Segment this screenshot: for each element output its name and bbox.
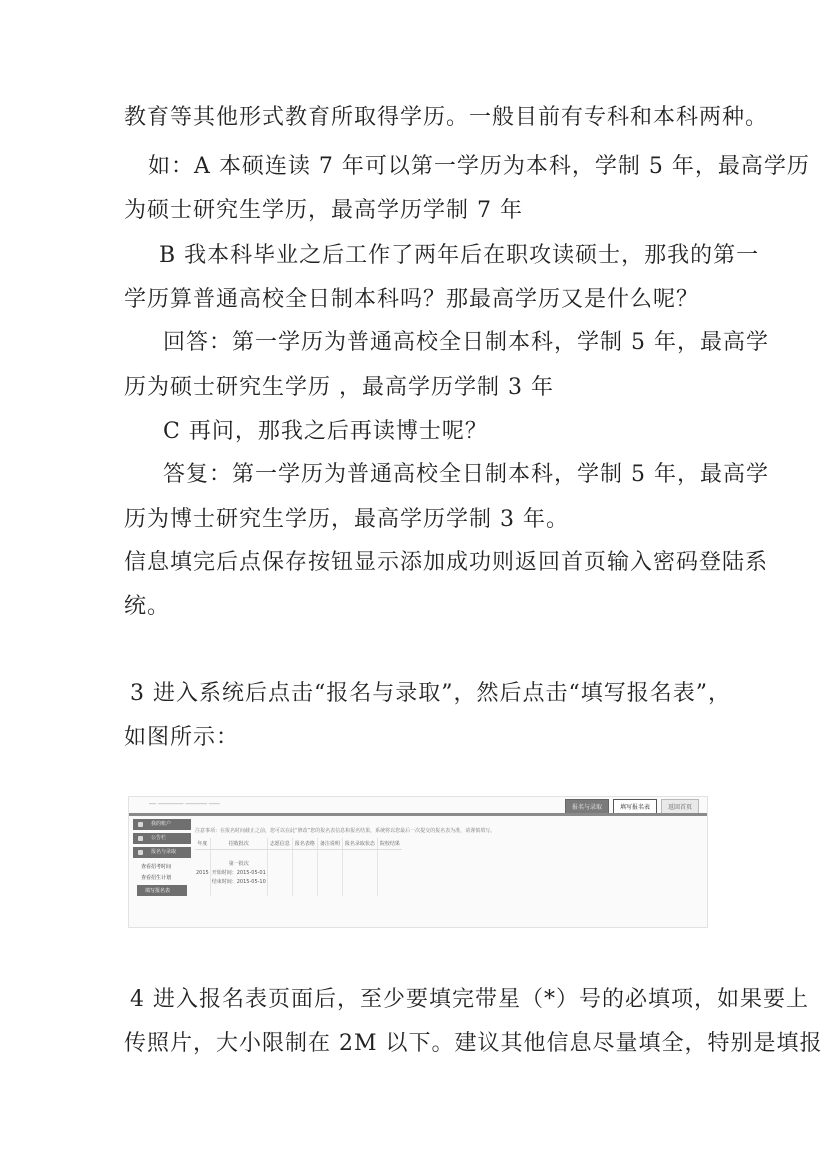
sidebar-menu (133, 819, 191, 898)
paragraph-line: C 再问，那我之后再读博士呢？ (163, 419, 488, 444)
paragraph-line: 传照片，大小限制在 2M 以下。建议其他信息尽量填全，特别是填报 (124, 1031, 823, 1056)
paragraph-line: 答复：第一学历为普通高校全日制本科，学制 5 年，最高学 (163, 462, 769, 487)
paragraph-line: 为硕士研究生学历，最高学历学制 7 年 (124, 198, 523, 223)
tab-registration-admission[interactable]: 报名与录取 (565, 799, 609, 814)
paragraph-line: 如：A 本硕连读 7 年可以第一学历为本科，学制 5 年，最高学历 (148, 154, 810, 179)
top-tab-bar (565, 799, 699, 814)
paragraph-line: 如图所示： (124, 725, 240, 750)
notice-text: 注意事项：在报名时间截止之前，您可以在此“修改”您的报名表信息和报名结果，系统将以您最后一次提交的报名表为准，请谨慎填写。 (195, 828, 496, 834)
paragraph-line: 4 进入报名表页面后，至少要填完带星（*）号的必填项，如果要上 (130, 987, 809, 1012)
table-cell (377, 850, 402, 897)
column-header: 年度 (195, 838, 210, 850)
sidebar-subitem-enrollment-plan[interactable]: 查看招生计划 (141, 875, 172, 881)
column-header: 报名表格 (292, 838, 317, 850)
table-row (195, 850, 402, 897)
batch-info-cell (210, 850, 267, 897)
paragraph-line: 历为博士研究生学历，最高学历学制 3 年。 (124, 507, 569, 532)
tab-fill-form[interactable]: 填写报名表 (613, 799, 657, 814)
paragraph-line: 信息填完后点保存按钮显示添加成功则返回首页输入密码登陆系 (124, 550, 769, 575)
column-header: 志愿信息 (267, 838, 292, 850)
sidebar-subitem-exam-time[interactable]: 查看招考时间 (141, 864, 172, 870)
batch-start-time: 开始时间：2015-05-01 (211, 869, 266, 876)
table-cell (267, 850, 292, 897)
sidebar-subitem-fill-form[interactable]: 填写报名表 (137, 885, 187, 896)
paragraph-line: B 我本科毕业之后工作了两年后在职攻读硕士，那我的第一 (159, 243, 760, 268)
paragraph-line: 历为硕士研究生学历 ，最高学历学制 3 年 (124, 375, 554, 400)
paragraph-line: 回答：第一学历为普通高校全日制本科，学制 5 年，最高学 (163, 330, 769, 355)
table-cell (342, 850, 377, 897)
column-header: 招收批次 (210, 838, 267, 850)
column-header: 院校结果 (377, 838, 402, 850)
system-brand-logo: ── ─────── ────── ─── (149, 801, 220, 808)
table-cell (317, 850, 342, 897)
registration-table (195, 838, 402, 896)
year-cell: 2015 (196, 870, 209, 876)
sidebar-item-registration[interactable]: 报名与录取 (133, 847, 191, 858)
header-divider (129, 813, 707, 816)
tab-return-home[interactable]: 返回首页 (661, 799, 699, 814)
sidebar-item-bulletin[interactable]: 公告栏 (133, 833, 191, 844)
batch-end-time: 结束时间：2015-05-10 (211, 878, 266, 885)
paragraph-line: 统。 (124, 594, 171, 619)
column-header: 备注说明 (317, 838, 342, 850)
column-header: 报名录取状态 (342, 838, 377, 850)
paragraph-line: 学历算普通高校全日制本科吗？那最高学历又是什么呢？ (124, 287, 700, 312)
paragraph-line: 3 进入系统后点击“报名与录取”，然后点击“填写报名表”， (130, 681, 731, 706)
table-header-row (195, 838, 402, 850)
batch-name: 第一批次 (228, 860, 249, 867)
table-cell (292, 850, 317, 897)
embedded-system-screenshot (128, 796, 708, 928)
sidebar-item-my-account[interactable]: 我的账户 (133, 819, 191, 830)
paragraph-line: 教育等其他形式教育所取得学历。一般目前有专科和本科两种。 (124, 105, 769, 130)
